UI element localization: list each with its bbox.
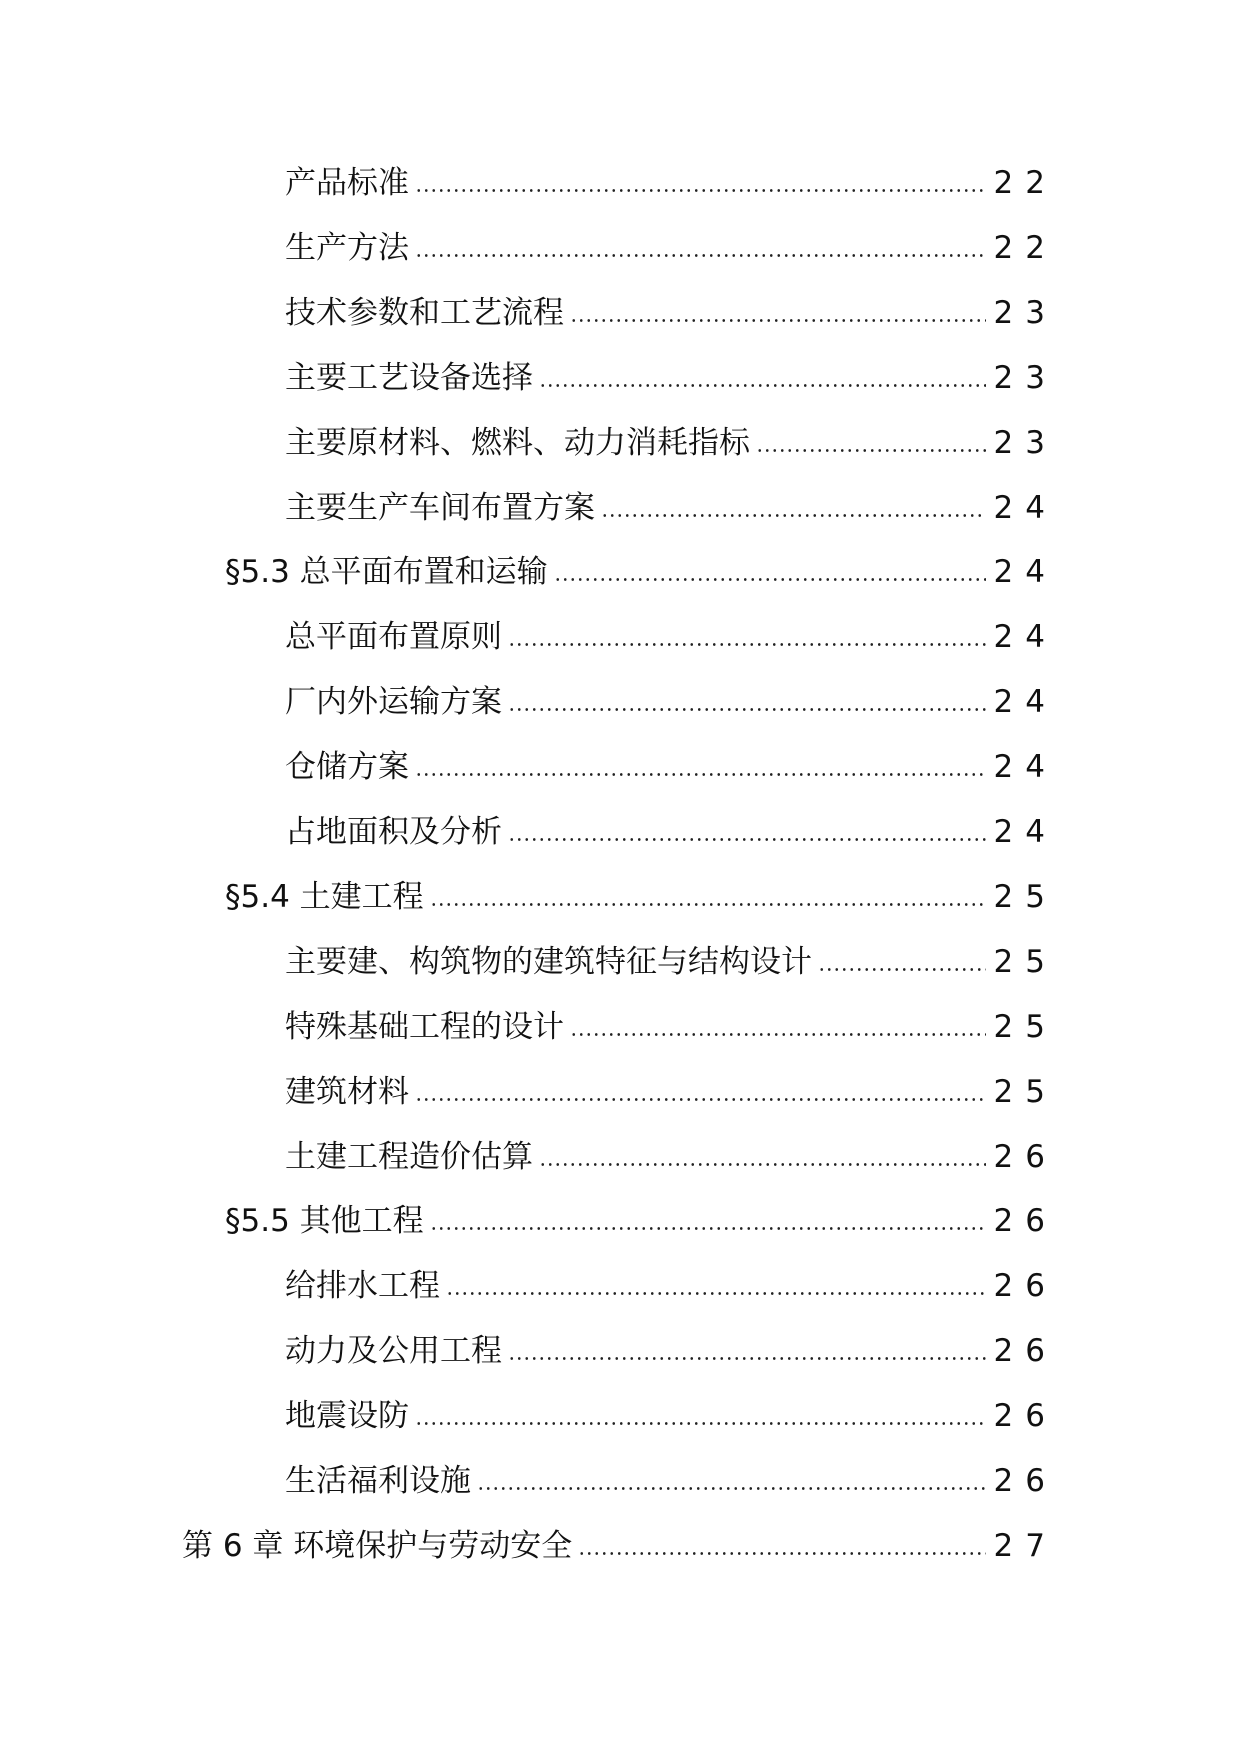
toc-entry-page-number: 25 [993,1009,1057,1045]
toc-entry-title: 第 6 章 环境保护与劳动安全 [182,1528,573,1564]
dot-leader [818,968,986,971]
toc-entry-page-number: 27 [993,1528,1057,1564]
toc-entry-page-number: 25 [993,944,1057,980]
toc-entry[interactable] [285,288,1057,338]
toc-entry-title: 主要建、构筑物的建筑特征与结构设计 [285,944,812,980]
toc-entry[interactable] [285,1261,1057,1311]
dot-leader [477,1487,986,1490]
dot-leader [415,1422,986,1425]
toc-entry[interactable] [285,418,1057,468]
toc-entry[interactable] [285,1132,1057,1182]
dot-leader [508,1357,986,1360]
toc-entry-title: 占地面积及分析 [285,814,502,850]
toc-entry-page-number: 26 [993,1333,1057,1369]
toc-entry-title: §5.5 其他工程 [225,1203,424,1239]
toc-entry-page-number: 24 [993,814,1057,850]
dot-leader [430,1227,986,1230]
dot-leader [601,514,986,517]
toc-entry[interactable] [285,158,1057,208]
toc-entry-page-number: 23 [993,295,1057,331]
dot-leader [578,1552,985,1555]
toc-entry-title: 给排水工程 [285,1268,440,1304]
dot-leader [539,1163,986,1166]
toc-entry[interactable] [285,1326,1057,1376]
toc-entry[interactable] [285,353,1057,403]
toc-entry-page-number: 26 [993,1139,1057,1175]
toc-entry-page-number: 23 [993,425,1057,461]
dot-leader [430,903,986,906]
toc-entry-page-number: 25 [993,879,1057,915]
toc-entry-title: 动力及公用工程 [285,1333,502,1369]
toc-entry-title: 主要工艺设备选择 [285,360,533,396]
toc-entry[interactable] [225,872,1057,922]
toc-entry[interactable] [285,742,1057,792]
toc-entry-title: 建筑材料 [285,1074,409,1110]
dot-leader [508,838,986,841]
toc-entry[interactable] [182,1521,1057,1571]
toc-entry[interactable] [285,483,1057,533]
toc-entry[interactable] [285,223,1057,273]
dot-leader [554,578,986,581]
dot-leader [415,189,986,192]
toc-entry[interactable] [285,1456,1057,1506]
dot-leader [415,254,986,257]
dot-leader [415,1098,986,1101]
toc-entry-page-number: 23 [993,360,1057,396]
toc-entry[interactable] [285,677,1057,727]
toc-entry-title: 总平面布置原则 [285,619,502,655]
toc-entry[interactable] [285,937,1057,987]
toc-entry-page-number: 25 [993,1074,1057,1110]
toc-entry-title: 土建工程造价估算 [285,1139,533,1175]
toc-entry-page-number: 24 [993,619,1057,655]
toc-entry-page-number: 26 [993,1398,1057,1434]
toc-entry-title: 特殊基础工程的设计 [285,1009,564,1045]
toc-entry-title: §5.3 总平面布置和运输 [225,554,548,590]
toc-entry-page-number: 26 [993,1463,1057,1499]
toc-entry[interactable] [225,547,1057,597]
toc-entry[interactable] [285,1067,1057,1117]
toc-entry-title: §5.4 土建工程 [225,879,424,915]
toc-entry-title: 仓储方案 [285,749,409,785]
toc-entry-title: 主要原材料、燃料、动力消耗指标 [285,425,750,461]
toc-entry-page-number: 22 [993,165,1057,201]
toc-entry-title: 生活福利设施 [285,1463,471,1499]
toc-entry-title: 生产方法 [285,230,409,266]
toc-entry-title: 厂内外运输方案 [285,684,502,720]
toc-entry-page-number: 24 [993,490,1057,526]
toc-entry-title: 主要生产车间布置方案 [285,490,595,526]
toc-entry-page-number: 24 [993,554,1057,590]
dot-leader [508,708,986,711]
toc-entry[interactable] [225,1196,1057,1246]
toc-entry[interactable] [285,1391,1057,1441]
toc-entry[interactable] [285,807,1057,857]
toc-entry[interactable] [285,1002,1057,1052]
toc-entry-title: 地震设防 [285,1398,409,1434]
toc-entry-page-number: 24 [993,749,1057,785]
toc-entry-page-number: 26 [993,1268,1057,1304]
dot-leader [415,773,986,776]
dot-leader [756,449,986,452]
toc-entry-page-number: 24 [993,684,1057,720]
dot-leader [570,319,986,322]
toc-entry-page-number: 22 [993,230,1057,266]
toc-entry-title: 产品标准 [285,165,409,201]
toc-entry[interactable] [285,612,1057,662]
dot-leader [446,1292,986,1295]
toc-entry-title: 技术参数和工艺流程 [285,295,564,331]
dot-leader [539,384,986,387]
toc-entry-page-number: 26 [993,1203,1057,1239]
dot-leader [570,1033,986,1036]
dot-leader [508,643,986,646]
